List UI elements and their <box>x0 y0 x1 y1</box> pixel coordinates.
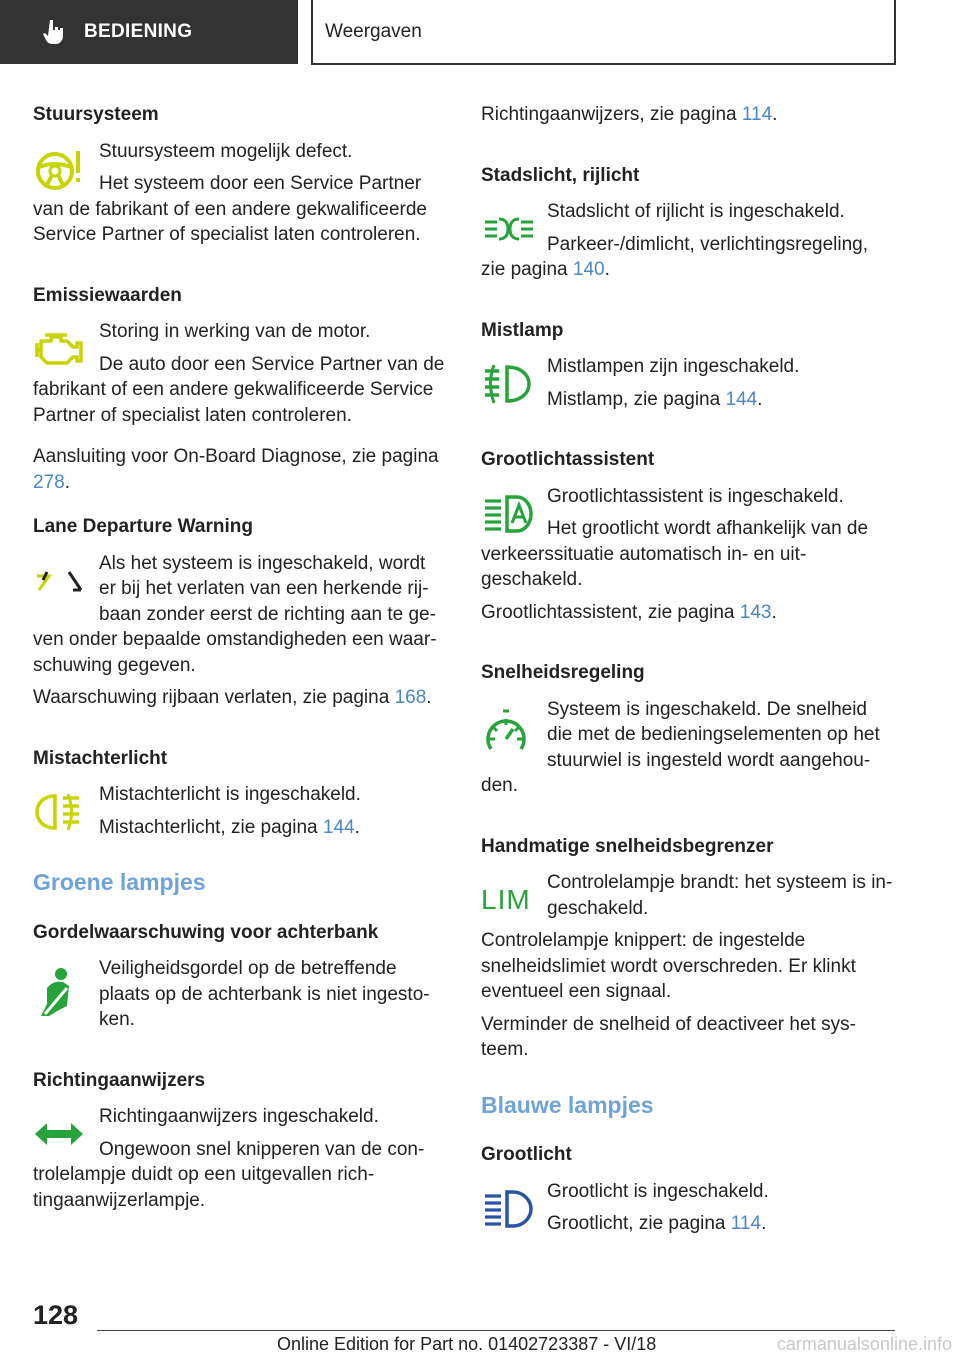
high-beam-assist-icon <box>481 492 547 536</box>
page-link[interactable]: 168 <box>394 687 427 708</box>
ref-text: Mistachterlicht, zie pagina <box>99 816 323 838</box>
entry-title: Grootlichtassistent <box>481 449 655 470</box>
chapter-tab[interactable] <box>311 0 896 65</box>
section-tab[interactable] <box>0 0 298 64</box>
snelheidsbegrenzer-entry <box>481 834 895 1063</box>
steering-warning-icon <box>33 147 99 191</box>
speed-limiter-icon <box>481 878 547 922</box>
entry-title: Lane Departure Warning <box>33 516 253 537</box>
ref-punct: . <box>772 104 778 125</box>
entry-text: Verminder de snelheid of deactiveer het systeem. <box>481 1013 856 1060</box>
section-heading-green: Groene lampjes <box>33 869 206 895</box>
ref-punct: . <box>761 1213 767 1234</box>
page-link[interactable]: 143 <box>739 601 772 623</box>
entry-title: Handmatige snelheidsbegrenzer <box>481 835 774 857</box>
entry-text: Het grootlicht wordt afhankelijk van de verkeerssituatie automatisch in- en uitgeschakeld. <box>481 518 869 590</box>
entry-title: Richtingaanwijzers <box>33 1069 206 1091</box>
entry-ref <box>33 444 445 495</box>
ref-text: Grootlichtassistent, zie pagina <box>481 601 740 623</box>
rear-fog-light-icon <box>33 790 99 834</box>
entry-title: Grootlicht <box>481 1144 572 1165</box>
entry-text: Ongewoon snel knipperen van de controlelampje duidt op een uitgevallen richtingaanwijzerlampje. <box>33 1138 425 1211</box>
section-heading-blue: Blauwe lampjes <box>481 1091 654 1118</box>
entry-text: Controlelampje brandt: het systeem is ingeschakeld. <box>547 872 893 919</box>
page-link[interactable]: 114 <box>741 104 773 125</box>
entry-title: Mistachterlicht <box>33 747 168 769</box>
ref-text: Richtingaanwijzers, zie pagina <box>481 104 742 125</box>
ref-text: Grootlicht, zie pagina <box>547 1213 731 1234</box>
grootlichtassistent-entry <box>481 447 895 625</box>
page-link[interactable]: 278 <box>33 471 65 493</box>
parking-light-icon <box>481 207 547 251</box>
entry-text: De auto door een Service Partner van de fabrikant of een andere gekwalificeerde Service Partner of specialist laten controleren. <box>33 353 445 426</box>
cruise-control-icon <box>481 705 547 763</box>
entry-text: Grootlicht is ingeschakeld. <box>547 1180 769 1202</box>
watermark: carmanualsonline.info <box>776 1334 952 1354</box>
hand-pointer-icon <box>40 18 68 46</box>
mistachterlicht-entry <box>33 746 445 841</box>
ref-punct: . <box>771 601 777 623</box>
emissie-entry <box>33 283 445 496</box>
right-column <box>481 102 895 1272</box>
front-fog-light-icon <box>481 362 547 406</box>
high-beam-icon <box>481 1187 547 1231</box>
page-link[interactable]: 140 <box>572 259 605 280</box>
section-label: BEDIENING <box>84 21 193 42</box>
engine-icon <box>33 327 99 371</box>
richting-entry <box>33 1068 445 1214</box>
entry-ref <box>481 102 895 128</box>
page-link[interactable]: 144 <box>322 816 355 838</box>
edition-text: Online Edition for Part no. 01402723387 - VI/18 <box>277 1334 657 1354</box>
ref-text: Mistlamp, zie pagina <box>547 388 726 410</box>
turn-signal-icon <box>33 1112 99 1156</box>
entry-text: Richtingaanwijzers ingeschakeld. <box>99 1106 379 1127</box>
entry-text: Mistlampen zijn ingeschakeld. <box>547 356 800 377</box>
gordel-entry <box>33 920 445 1033</box>
entry-ref <box>481 600 895 626</box>
lane-entry <box>33 514 445 711</box>
ref-text: Waarschuwing rijbaan verlaten, zie pagina <box>33 687 395 708</box>
entry-text: Controlelampje knippert: de ingestelde snelheidslimiet wordt overschreden. Er klinkt eventueel een signaal. <box>481 930 856 1002</box>
entry-text: Als het systeem is ingeschakeld, wordt er bij het verlaten van een herkende rijbaan zonder eerst de richting aan te geven onder bepaalde omstandigheden een waarschuwing gegeven. <box>33 552 437 676</box>
snelheidsregeling-entry <box>481 660 895 799</box>
entry-ref <box>33 685 445 711</box>
entry-title: Snelheidsregeling <box>481 662 645 683</box>
page-number: 128 <box>33 1300 79 1330</box>
ref-punct: . <box>426 687 432 708</box>
ref-punct: . <box>354 816 360 838</box>
entry-title: Stuursysteem <box>33 104 159 125</box>
ref-text: Aansluiting voor On-Board Diagnose, zie pagina <box>33 446 439 467</box>
entry-text: Veiligheidsgordel op de betreffende plaats op de achterbank is niet ingestoken. <box>99 958 430 1030</box>
entry-text: Systeem is ingeschakeld. De snelheid die met de bedieningselementen op het stuurwiel is ingesteld wordt aangehouden. <box>481 698 880 796</box>
entry-title: Emissiewaarden <box>33 284 182 306</box>
stuursysteem-entry <box>33 102 445 248</box>
entry-text: Mistachterlicht is ingeschakeld. <box>99 784 361 805</box>
entry-text: Stadslicht of rijlicht is ingeschakeld. <box>547 201 845 222</box>
ref-punct: . <box>757 388 763 410</box>
page-link[interactable]: 144 <box>725 388 758 410</box>
page-link[interactable]: 114 <box>730 1213 762 1234</box>
entry-text: Grootlichtassistent is ingeschakeld. <box>547 485 844 507</box>
ref-text: Parkeer-/dimlicht, verlichtingsregeling, zie pagina <box>481 233 869 280</box>
entry-title: Stadslicht, rijlicht <box>481 164 640 186</box>
ref-punct: . <box>604 259 610 280</box>
mistlamp-entry <box>481 318 895 413</box>
entry-text: Storing in werking van de motor. <box>99 321 371 342</box>
stadslicht-entry <box>481 163 895 283</box>
lane-departure-icon <box>33 559 99 603</box>
left-column <box>33 102 445 1248</box>
grootlicht-entry <box>481 1142 895 1237</box>
entry-title: Gordelwaarschuwing voor achterbank <box>33 921 379 943</box>
entry-text: Het systeem door een Service Partner van de fabrikant of een andere gekwalificeerde Service Partner of specialist laten controleren. <box>33 173 427 245</box>
seatbelt-icon <box>33 964 99 1022</box>
limiter-icon-text: LIM <box>481 884 531 916</box>
footer-divider <box>97 1330 895 1331</box>
entry-title: Mistlamp <box>481 319 564 341</box>
entry-text: Stuursysteem mogelijk defect. <box>99 140 353 162</box>
chapter-label: Weergaven <box>325 20 422 42</box>
ref-punct: . <box>64 471 70 493</box>
